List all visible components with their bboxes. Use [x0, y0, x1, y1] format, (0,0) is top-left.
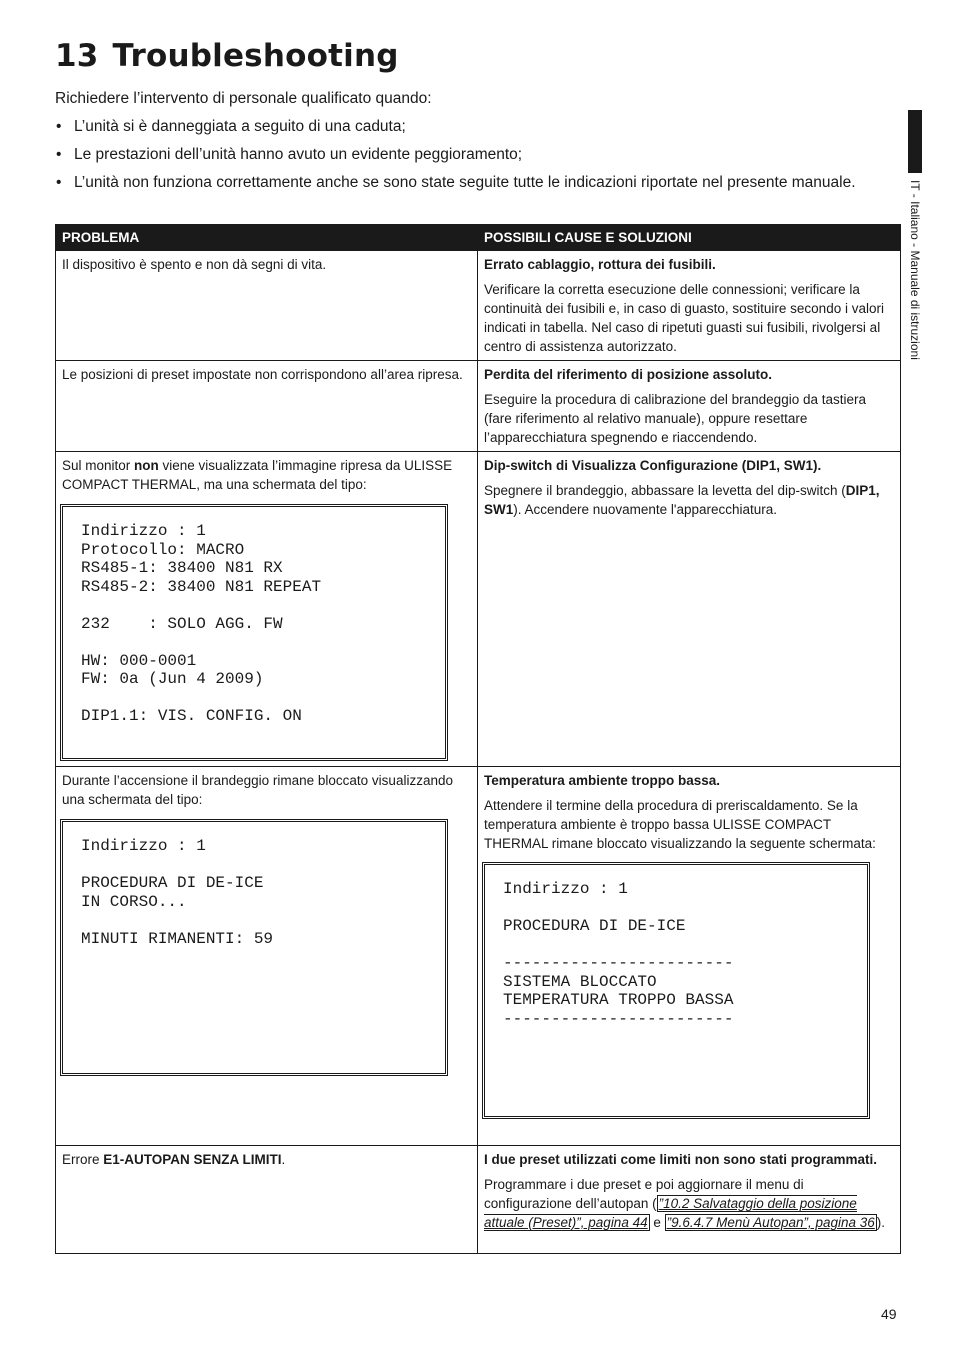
column-header-causes: POSSIBILI CAUSE E SOLUZIONI	[478, 225, 901, 251]
intro-bullet: • L’unità non funziona correttamente anche se sono state seguite tutte le indicazioni riportate nel presente manuale.	[55, 172, 885, 194]
page-number: 49	[881, 1306, 897, 1322]
problem-text: Le posizioni di preset impostate non corrispondono all’area ripresa.	[62, 367, 463, 382]
problem-cell	[56, 767, 478, 1146]
solution-text-part: Spegnere il brandeggio, abbassare la levetta del dip-switch (	[484, 483, 846, 498]
problem-text-part: viene visualizzata l’immagine ripresa da ULISSE COMPACT THERMAL, ma una schermata del tipo:	[62, 458, 453, 492]
solution-cell	[478, 767, 901, 1146]
cause-text: Errato cablaggio, rottura dei fusibili.	[484, 257, 716, 272]
problem-text-bold: non	[134, 458, 159, 473]
cause-text: I due preset utilizzati come limiti non sono stati programmati.	[484, 1152, 878, 1167]
solution-cell	[478, 1146, 901, 1254]
table-header-row	[56, 225, 901, 251]
section-number: 13	[55, 38, 99, 74]
problem-text	[62, 456, 471, 494]
section-title: Troubleshooting	[112, 38, 399, 74]
monitor-screen-deice: Indirizzo : 1 PROCEDURA DI DE-ICE IN CORSO... MINUTI RIMANENTI: 59	[62, 821, 446, 1074]
table-row	[56, 767, 901, 1146]
intro-list	[55, 116, 885, 194]
problem-cell	[56, 452, 478, 767]
problem-cell	[56, 1146, 478, 1254]
problem-text	[62, 1150, 471, 1169]
monitor-screen-config: Indirizzo : 1 Protocollo: MACRO RS485-1: 38400 N81 RX RS485-2: 38400 N81 REPEAT 232 : SOLO AGG. FW HW: 000-0001 FW: 0a (Jun 4 2009) DIP1.1: VIS. CONFIG. ON	[62, 506, 446, 759]
intro-bullet: • L’unità si è danneggiata a seguito di una caduta;	[55, 116, 885, 138]
crossref-link-preset[interactable]: ”10.2 Salvataggio della posizione attuale (Preset)”, pagina 44	[484, 1196, 857, 1230]
solution-text: Verificare la corretta esecuzione delle connessioni; verificare la continuità dei fusibili e, in caso di guasto, sostituire secondo i valori indicati in tabella. Nel caso di ripetuti guasti sui fusibili, rivolgersi al centro di assistenza autorizzato.	[484, 282, 884, 354]
solution-text-part: ). Accendere nuovamente l'apparecchiatura.	[513, 502, 778, 517]
solution-text-part: ).	[876, 1215, 886, 1230]
solution-text	[484, 481, 894, 519]
cause-text: Dip-switch di Visualizza Configurazione (DIP1, SW1).	[484, 458, 822, 473]
problem-text: Il dispositivo è spento e non dà segni di vita.	[62, 257, 327, 272]
column-header-problem: PROBLEMA	[56, 225, 478, 251]
solution-cell	[478, 452, 901, 767]
monitor-screen-blocked: Indirizzo : 1 PROCEDURA DI DE-ICE ------------------------ SISTEMA BLOCCATO TEMPERATURA TROPPO BASSA ------------------------	[484, 864, 868, 1117]
table-row	[56, 452, 901, 767]
problem-cell	[56, 251, 478, 361]
crossref-link-autopan[interactable]: ”9.6.4.7 Menù Autopan”, pagina 36	[666, 1215, 875, 1230]
solution-cell	[478, 361, 901, 452]
table-row	[56, 251, 901, 361]
table-row	[56, 1146, 901, 1254]
cause-text: Temperatura ambiente troppo bassa.	[484, 773, 721, 788]
problem-text-part: Sul monitor	[62, 458, 135, 473]
table-row	[56, 361, 901, 452]
intro-section	[55, 88, 885, 200]
solution-text-part: e	[649, 1215, 665, 1230]
solution-text: Eseguire la procedura di calibrazione del brandeggio da tastiera (fare riferimento al relativo manuale), oppure resettare l’apparecchiatura spegnendo e riaccendendo.	[484, 392, 866, 445]
solution-text: Attendere il termine della procedura di preriscaldamento. Se la temperatura ambiente è troppo bassa ULISSE COMPACT THERMAL rimane bloccato visualizzando la seguente schermata:	[484, 798, 876, 851]
solution-text-bold: DIP1, SW1	[484, 483, 880, 517]
troubleshooting-table	[55, 224, 901, 1254]
intro-lead: Richiedere l’intervento di personale qualificato quando:	[55, 90, 432, 107]
solution-text	[484, 1175, 894, 1232]
problem-text-part: Errore	[62, 1152, 104, 1167]
problem-cell	[56, 361, 478, 452]
solution-cell	[478, 251, 901, 361]
problem-text-bold: E1-AUTOPAN SENZA LIMITI	[103, 1152, 282, 1167]
problem-text-part: .	[281, 1152, 286, 1167]
intro-bullet: • Le prestazioni dell’unità hanno avuto un evidente peggioramento;	[55, 144, 885, 166]
page-title	[55, 38, 399, 74]
sidebar-language-label: IT - Italiano - Manuale di istruzioni	[908, 180, 922, 360]
cause-text: Perdita del riferimento di posizione assoluto.	[484, 367, 773, 382]
sidebar-tab-marker	[908, 110, 922, 173]
solution-text-part: Programmare i due preset e poi aggiornare il menu di configurazione dell’autopan (	[484, 1177, 804, 1211]
problem-text: Durante l’accensione il brandeggio rimane bloccato visualizzando una schermata del tipo:	[62, 773, 453, 807]
